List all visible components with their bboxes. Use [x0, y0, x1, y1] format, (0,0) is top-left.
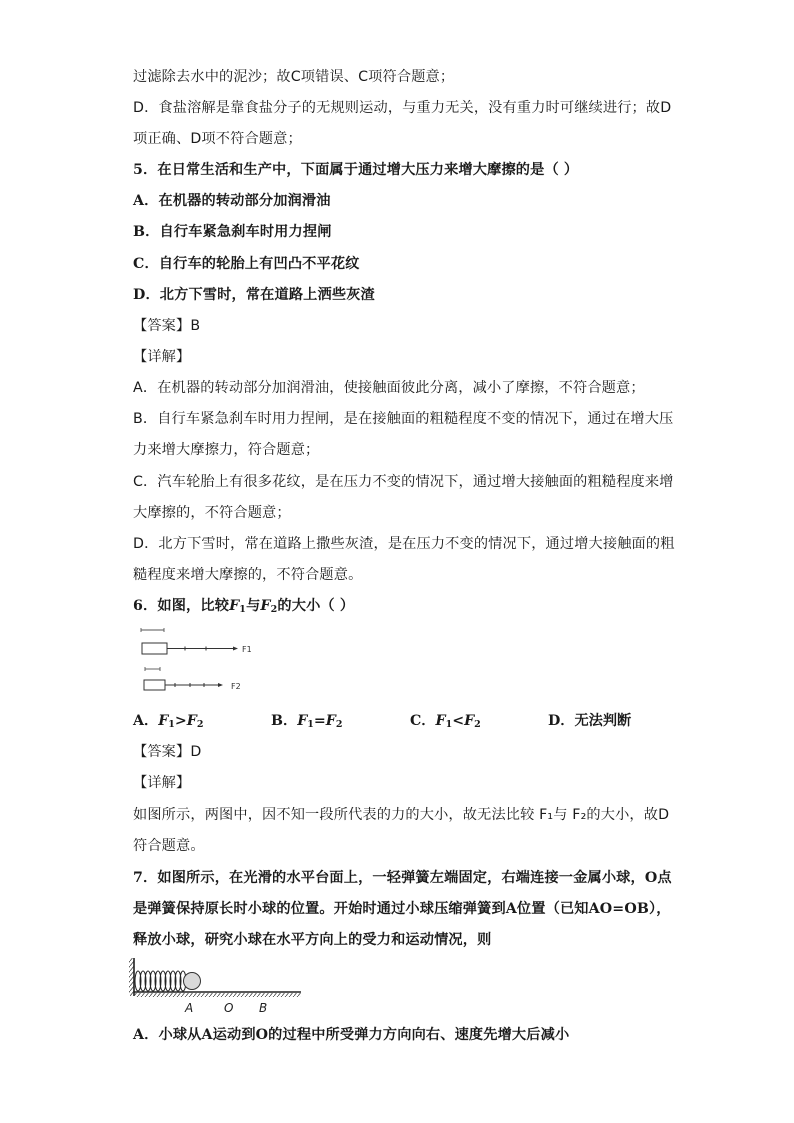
question-6-stem: 6．如图，比较$F_1$与$F_2$的大小（ ）	[133, 598, 355, 615]
explanation-line: B．自行车紧急刹车时用力捏闸，是在接触面的粗糙程度不变的情况下，通过在增大压	[133, 411, 674, 427]
block	[144, 680, 165, 690]
explanation-line: C．汽车轮胎上有很多花纹，是在压力不变的情况下，通过增大接触面的粗糙程度来增	[133, 474, 674, 490]
question-7-stem-line: 释放小球，研究小球在水平方向上的受力和运动情况，则	[133, 932, 492, 948]
question-5-option-a: A．在机器的转动部分加润滑油	[133, 193, 331, 209]
explanation-line: 糙程度来增大摩擦的，不符合题意。	[133, 567, 363, 583]
force-label-f2: F2	[231, 682, 241, 691]
force-f1-diagram	[141, 628, 252, 654]
question-5-option-c: C．自行车的轮胎上有凹凸不平花纹	[133, 256, 360, 272]
force-f2-diagram	[144, 667, 241, 691]
text-line: D．食盐溶解是靠食盐分子的无规则运动，与重力无关，没有重力时可继续进行；故D	[133, 100, 672, 116]
explanation-line: A．在机器的转动部分加润滑油，使接触面彼此分离，减小了摩擦，不符合题意；	[133, 380, 645, 396]
answer-label: 【答案】B	[133, 318, 201, 334]
question-6-option-c: C．$F_1<F_2$	[410, 713, 481, 730]
explanation-line: 如图所示，两图中，因不知一段所代表的力的大小，故无法比较 F₁与 F₂的大小，故D	[133, 807, 670, 823]
question-6-option-a: A．$F_1>F_2$	[133, 713, 204, 730]
question-5-stem: 5．在日常生活和生产中，下面属于通过增大压力来增大摩擦的是（ ）	[133, 162, 579, 178]
question-6-option-d: D．无法判断	[548, 713, 632, 729]
explanation-line: 大摩擦的，不符合题意；	[133, 505, 291, 521]
text-line: 项正确、D项不符合题意；	[133, 131, 302, 147]
question-7-stem-line: 是弹簧保持原长时小球的位置。开始时通过小球压缩弹簧到A位置（已知AO=OB），	[133, 901, 671, 917]
metal-ball	[184, 973, 201, 990]
question-7-option-a: A．小球从A运动到O的过程中所受弹力方向向右、速度先增大后减小	[133, 1027, 570, 1043]
spring-ball-figure	[126, 956, 306, 1018]
force-comparison-figure	[138, 624, 268, 696]
question-5-option-d: D．北方下雪时，常在道路上洒些灰渣	[133, 287, 375, 303]
question-7-stem-line: 7．如图所示，在光滑的水平台面上，一轻弹簧左端固定，右端连接一金属小球，O点	[133, 870, 672, 886]
point-label-b: B	[259, 1001, 268, 1015]
force-label-f1: F1	[242, 645, 252, 654]
explanation-line: 符合题意。	[133, 838, 205, 854]
point-label-a: A	[185, 1001, 194, 1015]
explanation-line: 力来增大摩擦力，符合题意；	[133, 442, 320, 458]
table-hatching	[134, 993, 301, 997]
text-line: 过滤除去水中的泥沙；故C项错误、C项符合题意；	[133, 69, 455, 85]
block	[142, 643, 167, 654]
answer-label: 【答案】D	[133, 744, 202, 760]
detail-label: 【详解】	[133, 349, 191, 365]
point-label-o: O	[224, 1001, 234, 1015]
arrow-head	[218, 683, 223, 687]
arrow-head	[233, 647, 238, 651]
question-6-option-b: B．$F_1=F_2$	[271, 713, 343, 730]
detail-label: 【详解】	[133, 775, 191, 791]
explanation-line: D．北方下雪时，常在道路上撒些灰渣，是在压力不变的情况下，通过增大接触面的粗	[133, 536, 675, 552]
compressed-spring	[135, 971, 186, 991]
question-5-option-b: B．自行车紧急刹车时用力捏闸	[133, 224, 332, 240]
